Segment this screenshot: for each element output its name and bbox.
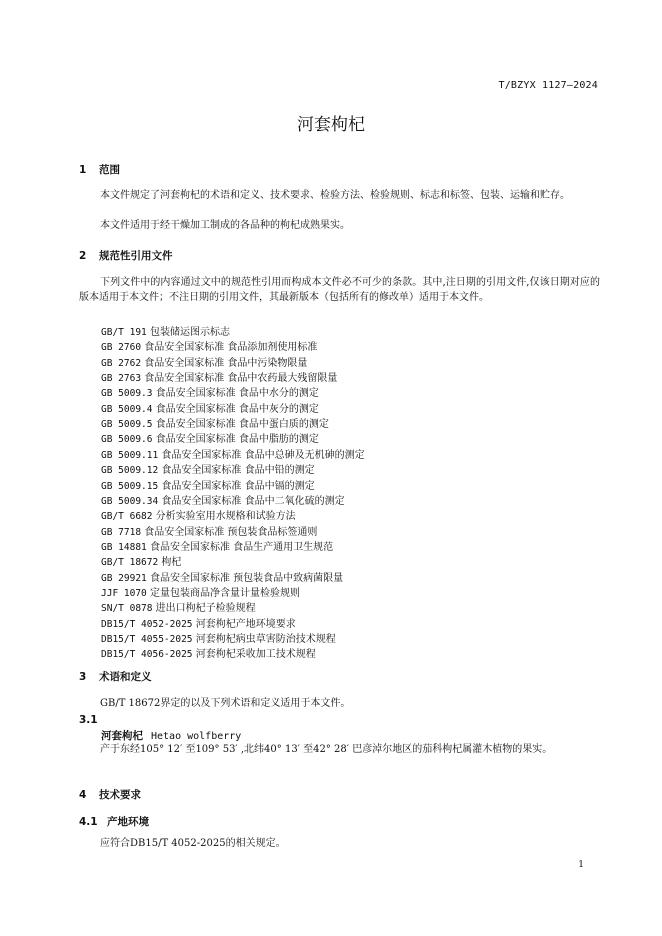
- reference-item: [101, 323, 230, 338]
- subsection-4-1-number: 4.1: [79, 816, 98, 828]
- reference-code: GB 5009.5: [101, 419, 153, 431]
- term-entry: [101, 728, 241, 743]
- section-1-number: 1: [79, 164, 87, 176]
- reference-title: 进出口枸杞子检验规程: [155, 603, 256, 615]
- section-1-heading: [79, 162, 120, 177]
- reference-title: 河套枸杞病虫草害防治技术规程: [195, 634, 336, 645]
- reference-code: DB15/T 4056-2025: [101, 649, 193, 661]
- reference-title: 食品安全国家标准 食品中总砷及无机砷的测定: [161, 449, 365, 461]
- reference-code: GB 5009.3: [101, 388, 153, 400]
- reference-code: GB 2763: [101, 373, 142, 385]
- reference-title: 食品安全国家标准 预包装食品标签通则: [144, 526, 318, 538]
- reference-item: [101, 338, 317, 353]
- reference-code: GB 5009.11: [101, 449, 159, 461]
- reference-title: 分析实验室用水规格和试验方法: [155, 511, 296, 523]
- reference-title: 食品安全国家标准 食品中镉的测定: [161, 480, 315, 492]
- reference-code: GB 5009.34: [101, 495, 159, 507]
- reference-item: [101, 630, 336, 645]
- reference-title: 食品安全国家标准 食品中农药最大残留限量: [144, 373, 338, 385]
- reference-item: [101, 553, 181, 568]
- standard-code: T/BZYX 1127—2024: [498, 80, 598, 91]
- reference-title: 食品安全国家标准 食品生产通用卫生规范: [149, 541, 334, 553]
- reference-code: DB15/T 4052-2025: [101, 618, 193, 630]
- reference-item: [101, 645, 316, 660]
- reference-code: DB15/T 4055-2025: [101, 634, 193, 645]
- reference-title: 河套枸杞产地环境要求: [195, 618, 296, 630]
- reference-item: [101, 615, 296, 630]
- reference-title: 食品安全国家标准 食品中铅的测定: [161, 465, 315, 477]
- reference-title: 食品安全国家标准 食品中脂肪的测定: [155, 434, 319, 446]
- section-2-number: 2: [79, 250, 87, 262]
- subsection-4-1-text: 应符合DB15/T 4052-2025的相关规定。: [100, 838, 286, 849]
- reference-code: GB 5009.4: [101, 403, 153, 415]
- scope-paragraph-2: 本文件适用于经干燥加工制成的各品种的枸杞成熟果实。: [100, 220, 350, 231]
- document-title: 河套枸杞: [297, 115, 365, 135]
- reference-code: GB 5009.12: [101, 465, 159, 477]
- reference-item: [101, 584, 300, 599]
- reference-title: 食品安全国家标准 食品中灰分的测定: [155, 403, 319, 415]
- reference-title: 食品安全国家标准 食品添加剂使用标准: [144, 342, 318, 354]
- term-english: Hetao wolfberry: [151, 731, 242, 742]
- reference-item: [101, 415, 329, 430]
- reference-item: [101, 446, 365, 461]
- reference-item: [101, 461, 315, 476]
- reference-code: SN/T 0878: [101, 603, 153, 615]
- section-3-title: 术语和定义: [99, 671, 152, 683]
- reference-code: GB 2762: [101, 357, 142, 369]
- reference-item: [101, 492, 345, 507]
- reference-item: [101, 354, 307, 369]
- reference-code: GB 5009.6: [101, 434, 153, 446]
- scope-paragraph-1: 本文件规定了河套枸杞的术语和定义、技术要求、检验方法、检验规则、标志和标签、包装、运输和贮存。: [100, 190, 570, 201]
- reference-code: GB 5009.15: [101, 480, 159, 492]
- reference-item: [101, 523, 317, 538]
- section-4-heading: [79, 787, 141, 802]
- reference-code: GB 14881: [101, 541, 147, 553]
- term-number: 3.1: [79, 714, 98, 726]
- reference-code: GB 2760: [101, 342, 142, 354]
- subsection-4-1-title: 产地环境: [107, 816, 149, 828]
- section-4-title: 技术要求: [99, 789, 141, 801]
- reference-item: [101, 569, 343, 584]
- reference-item: [101, 507, 296, 522]
- subsection-4-1-heading: [79, 814, 149, 829]
- reference-code: GB/T 6682: [101, 511, 153, 523]
- page-number: 1: [578, 860, 584, 870]
- reference-code: GB/T 191: [101, 327, 147, 338]
- section-2-title: 规范性引用文件: [99, 250, 173, 262]
- reference-title: 食品安全国家标准 食品中水分的测定: [155, 388, 319, 400]
- section-3-heading: [79, 669, 152, 684]
- references-intro: 下列文件中的内容通过文中的规范性引用而构成本文件必不可少的条款。其中,注日期的引用文件,仅该日期对应的版本适用于本文件；不注日期的引用文件，其最新版本（包括所有的修改单）适用于本文件。: [79, 277, 600, 303]
- reference-title: 包装储运图示标志: [149, 327, 230, 338]
- reference-title: 食品安全国家标准 食品中污染物限量: [144, 357, 308, 369]
- section-4-number: 4: [79, 789, 87, 801]
- reference-code: GB/T 18672: [101, 557, 159, 569]
- reference-title: 食品安全国家标准 食品中二氧化硫的测定: [161, 495, 345, 507]
- reference-item: [101, 384, 319, 399]
- section-1-title: 范围: [99, 164, 120, 176]
- reference-title: 枸杞: [161, 557, 182, 569]
- reference-item: [101, 599, 256, 614]
- reference-title: 定量包装商品净含量计量检验规则: [149, 587, 300, 599]
- reference-title: 食品安全国家标准 预包装食品中致病菌限量: [149, 572, 344, 584]
- reference-code: GB 7718: [101, 526, 142, 538]
- reference-code: JJF 1070: [101, 587, 147, 599]
- terms-intro: GB/T 18672界定的以及下列术语和定义适用于本文件。: [100, 698, 351, 709]
- reference-item: [101, 430, 319, 445]
- term-definition: 产于东经105° 12′ 至109° 53′ ,北纬40° 13′ 至42° 28′ 巴彦淖尔地区的茄科枸杞属灌木植物的果实。: [100, 744, 553, 755]
- section-2-heading: [79, 248, 173, 263]
- reference-item: [101, 477, 315, 492]
- reference-code: GB 29921: [101, 572, 147, 584]
- reference-item: [101, 538, 333, 553]
- reference-item: [101, 369, 337, 384]
- reference-title: 食品安全国家标准 食品中蛋白质的测定: [155, 419, 329, 431]
- reference-item: [101, 400, 319, 415]
- section-3-number: 3: [79, 671, 87, 683]
- reference-title: 河套枸杞采收加工技术规程: [195, 649, 316, 661]
- term-chinese: 河套枸杞: [101, 730, 143, 742]
